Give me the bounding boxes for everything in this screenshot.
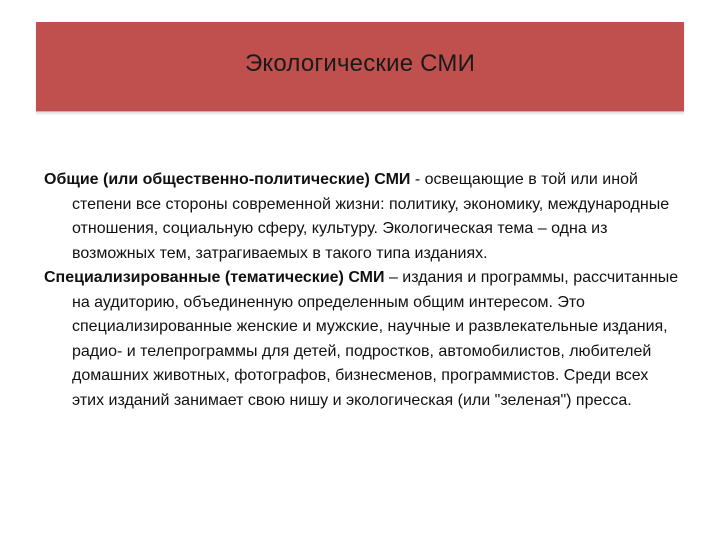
description-specialized-media: – издания и программы, рассчитанные на аудиторию, объединенную определенным общим интересом. Это специализированные женские и мужские, научные и развлекательные издания, радио- и телепрограммы для детей, подростков, автомобилистов, любителей домашних животных, фотографов, бизнесменов, программистов. Среди всех этих изданий занимает свою нишу и экологическая (или "зеленая") пресса. [72,269,679,409]
slide-body [44,168,680,413]
paragraph-specialized-media [44,266,680,413]
paragraph-general-media [44,168,680,266]
slide-title: Экологические СМИ [244,49,476,77]
title-banner [36,22,684,112]
term-general-media: Общие (или общественно-политические) СМИ [44,171,411,188]
description-general-media: - освещающие в той или иной степени все стороны современной жизни: политику, экономику, международные отношения, социальную сферу, культуру. Экологическая тема – одна из возможных тем, затрагиваемых в такого типа изданиях. [72,171,670,262]
term-specialized-media: Специализированные (тематические) СМИ [44,269,385,286]
